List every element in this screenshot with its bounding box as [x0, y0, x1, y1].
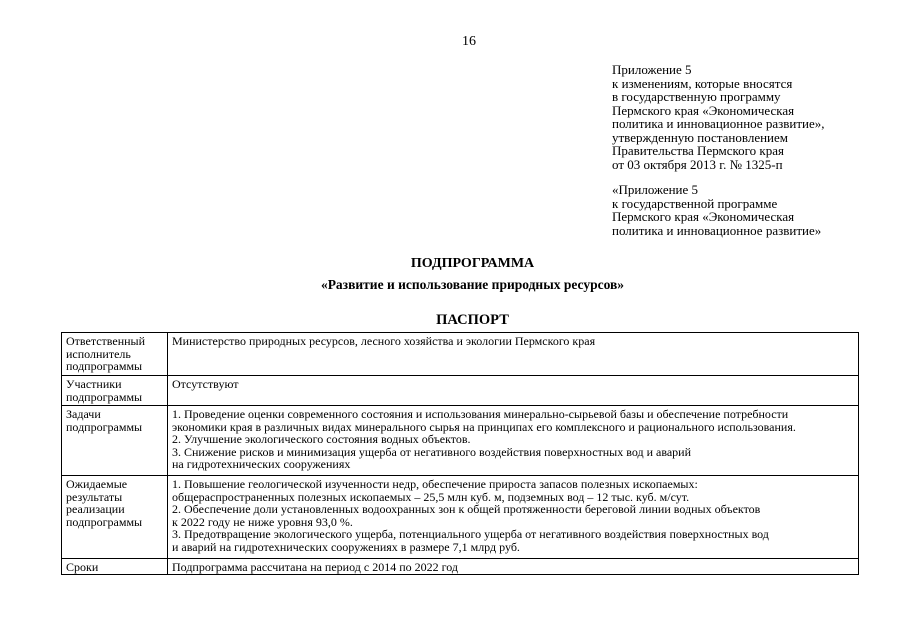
value-line: 1. Повышение геологической изученности недр, обеспечение прироста запасов полезных ископаемых: [172, 477, 698, 491]
value-line: 3. Предотвращение экологического ущерба, потенциального ущерба от негативного воздействия поверхностных вод [172, 527, 769, 542]
row-value-responsible [168, 333, 859, 376]
row-label-tasks [62, 406, 168, 476]
row-label-responsible [62, 333, 168, 376]
appendix-header-line: утвержденную постановлением [612, 129, 789, 145]
label-line: подпрограммы [66, 514, 143, 529]
row-value-tasks [168, 406, 859, 476]
row-value-terms [168, 559, 859, 575]
row-label-expected-results [62, 476, 168, 559]
appendix-header-line: в государственную программу [612, 89, 781, 104]
appendix-header-line: политика и инновационное развитие», [612, 116, 825, 131]
appendix-quote-line: политика и инновационное развитие» [612, 222, 822, 238]
label-line: реализации [66, 502, 125, 517]
appendix-quote-line: к государственной программе [612, 195, 778, 211]
label-line: Задачи [66, 407, 101, 421]
page-number: 16 [462, 34, 476, 49]
value-line: 2. Обеспечение доли установленных водоохранных зон к общей протяженности береговой линии водных объектов [172, 502, 761, 517]
table-row [62, 333, 859, 376]
row-label-terms [62, 559, 168, 575]
appendix-quote-line: «Приложение 5 [612, 182, 699, 197]
appendix-header-line: Пермского края «Экономическая [612, 102, 795, 118]
label-line: подпрограммы [66, 359, 143, 374]
label-line: результаты [66, 489, 123, 504]
label-line: подпрограммы [66, 389, 143, 404]
table-row [62, 559, 859, 575]
table-row [62, 476, 859, 559]
value-line: на гидротехнических сооружениях [172, 457, 351, 472]
appendix-header [612, 63, 825, 171]
passport-table [61, 332, 859, 575]
value-line: Подпрограмма рассчитана на период с 2014 по 2022 год [172, 560, 458, 574]
row-value-participants [168, 376, 859, 406]
passport-heading: ПАСПОРТ [436, 312, 509, 328]
row-value-expected-results [168, 476, 859, 559]
label-line: исполнитель [66, 346, 131, 361]
value-line: общераспространенных полезных ископаемых – 25,5 млн куб. м, подземных вод – 12 тыс. куб. м/сут. [172, 489, 690, 504]
table-row [62, 406, 859, 476]
label-line: Ожидаемые [66, 477, 128, 491]
appendix-header-line: Правительства Пермского края [612, 143, 784, 158]
value-line: к 2022 году не ниже уровня 93,0 %. [172, 514, 353, 529]
value-line: 2. Улучшение экологического состояния водных объектов. [172, 432, 471, 447]
table-row [62, 376, 859, 406]
label-line: Ответственный [66, 334, 146, 348]
row-label-participants [62, 376, 168, 406]
value-line: 3. Снижение рисков и минимизация ущерба от негативного воздействия поверхностных вод и аварий [172, 444, 692, 459]
label-line: подпрограммы [66, 419, 143, 434]
appendix-header-line: к изменениям, которые вносятся [612, 75, 793, 91]
appendix-header-line: Приложение 5 [612, 62, 692, 77]
subprogram-name: «Развитие и использование природных ресурсов» [320, 277, 625, 292]
appendix-header-line: от 03 октября 2013 г. № 1325-п [612, 156, 783, 172]
value-line: и аварий на гидротехнических сооружениях в размере 7,1 млрд руб. [172, 539, 520, 554]
appendix-quote-line: Пермского края «Экономическая [612, 209, 795, 224]
appendix-quote [612, 183, 821, 237]
value-line: 1. Проведение оценки современного состояния и использования минерально-сырьевой базы и обеспечение потребности [172, 407, 789, 421]
label-line: Участники [66, 377, 122, 391]
value-line: Отсутствуют [172, 377, 239, 391]
value-line: Министерство природных ресурсов, лесного хозяйства и экологии Пермского края [172, 334, 596, 348]
subprogram-heading: ПОДПРОГРАММА [410, 256, 535, 271]
label-line: Сроки [66, 560, 99, 574]
value-line: экономики края в различных видах минерального сырья на принципах его комплексного и рационального использования. [172, 419, 796, 434]
